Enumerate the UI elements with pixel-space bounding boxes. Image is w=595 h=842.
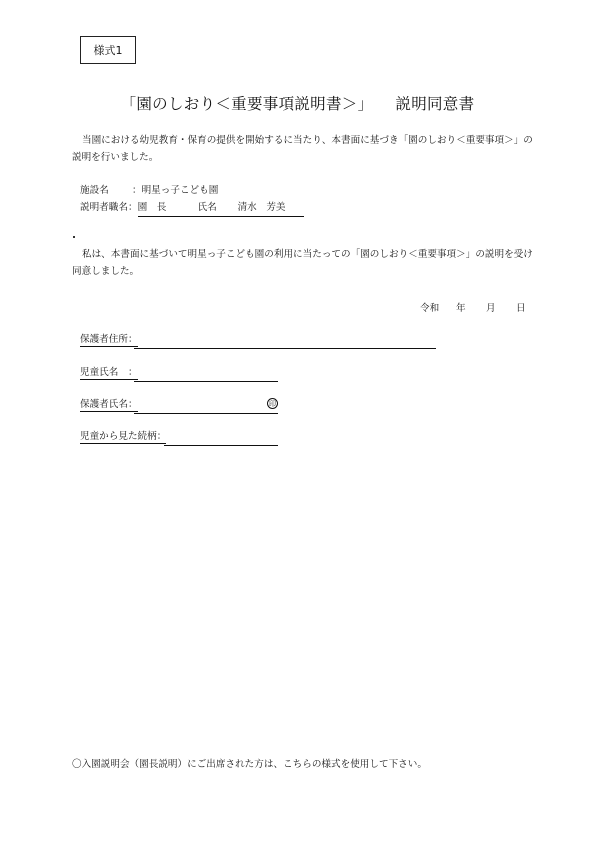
seal-mark: 印 — [269, 400, 276, 408]
facility-label: 施設名 — [80, 185, 109, 196]
child-name-line[interactable] — [134, 381, 278, 382]
date-year: 年 — [456, 303, 466, 314]
child-name-field[interactable] — [80, 366, 138, 380]
guardian-name-line[interactable] — [134, 413, 278, 414]
relationship-label: 児童から見た続柄： — [80, 431, 167, 442]
relationship-field[interactable] — [80, 430, 166, 444]
guardian-address-field[interactable] — [80, 333, 138, 347]
facility-value: ：明星っ子こども園 — [132, 185, 219, 196]
explainer-name: 清水 芳美 — [237, 202, 286, 213]
child-name-label: 児童氏名 ： — [80, 367, 138, 378]
explainer-title-field — [138, 201, 304, 217]
guardian-name-label: 保護者氏名： — [80, 399, 138, 410]
date-row — [420, 300, 526, 314]
explainer-title: 園 長 — [137, 202, 167, 213]
date-era: 令和 — [420, 303, 440, 314]
guardian-name-field[interactable] — [80, 398, 276, 412]
date-month: 月 — [486, 303, 496, 314]
explainer-label: 説明者職名： — [80, 202, 138, 213]
form-id-box — [80, 36, 136, 64]
intro-paragraph: 当園における幼児教育・保育の提供を開始するに当たり、本書面に基づき「園のしおり＜重要事項＞」の説明を行いました。 — [72, 135, 533, 163]
title-main: 「園のしおり＜重要事項説明書＞」 — [120, 95, 374, 113]
margin-dot — [73, 236, 75, 238]
explainer-row — [80, 201, 304, 215]
relationship-line[interactable] — [164, 445, 278, 446]
guardian-address-label: 保護者住所： — [80, 334, 138, 345]
document-title — [0, 92, 595, 114]
facility-row — [80, 184, 218, 198]
footer-note: 〇入園説明会（園長説明）にご出席された方は、こちらの様式を使用して下さい。 — [72, 759, 427, 770]
date-day: 日 — [516, 303, 526, 314]
title-sub: 説明同意書 — [395, 95, 475, 113]
agreement-paragraph: 私は、本書面に基づいて明星っ子こども園の利用に当たっての「園のしおり＜重要事項＞」の説明を受け同意しました。 — [72, 249, 533, 277]
form-id-label: 様式1 — [93, 44, 123, 57]
explainer-name-label: 氏名 — [197, 202, 217, 213]
guardian-address-line[interactable] — [134, 348, 436, 349]
